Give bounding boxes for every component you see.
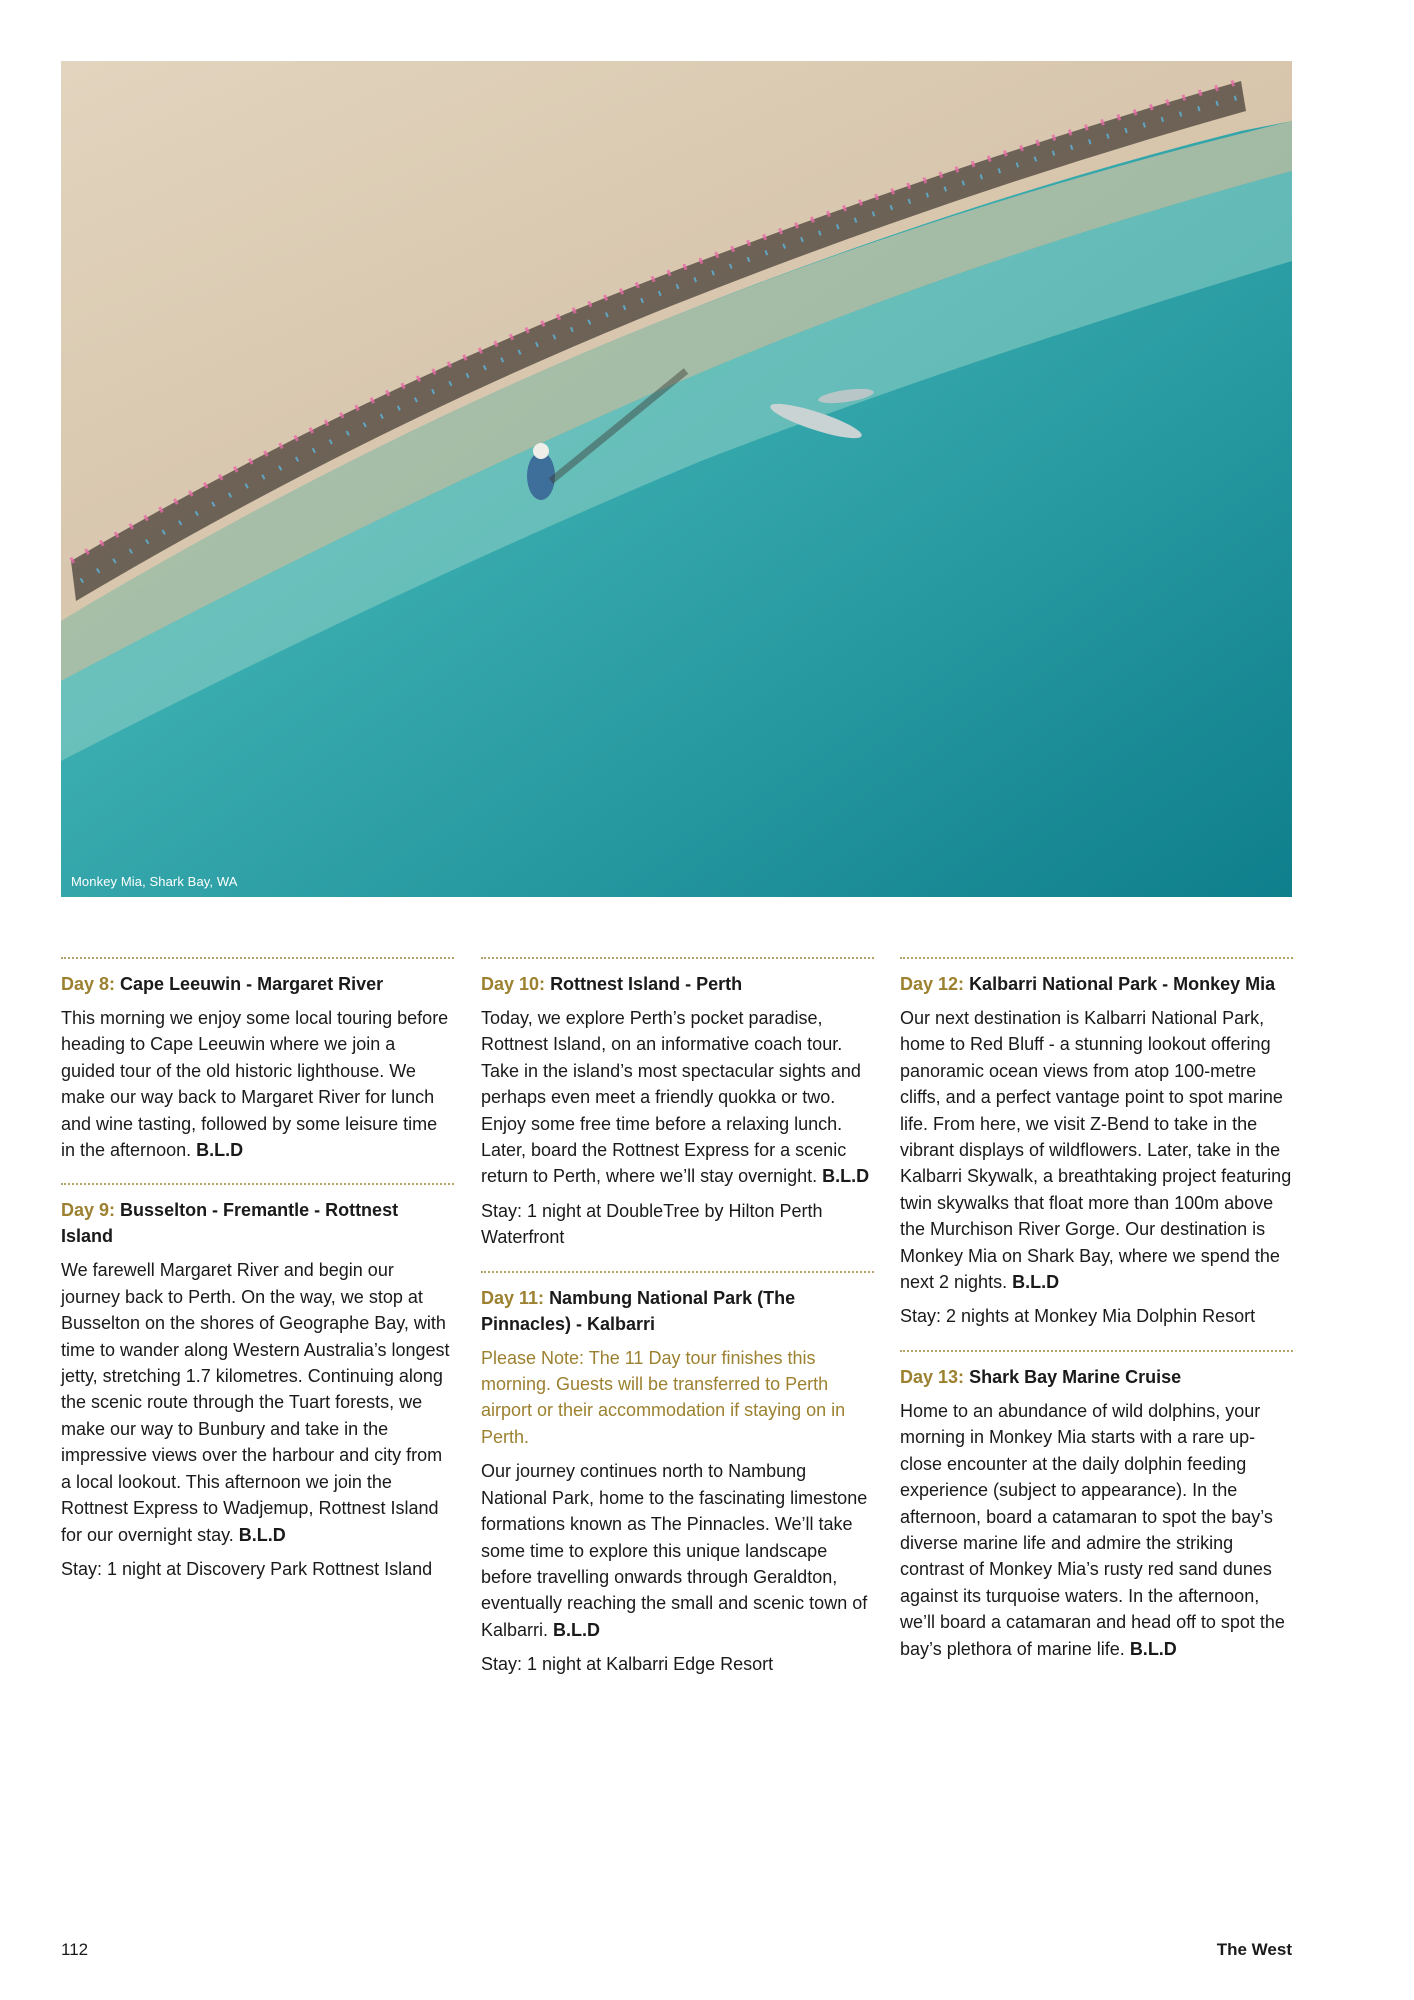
ranger-figure (527, 452, 555, 500)
day-10-stay: Stay: 1 night at DoubleTree by Hilton Perth Waterfront (481, 1200, 823, 1248)
day-12-section (900, 957, 1293, 1330)
day-title: Shark Bay Marine Cruise (969, 1366, 1182, 1387)
body-text: Our next destination is Kalbarri National Park, home to Red Bluff - a stunning lookout offering panoramic ocean views from atop 100-metre cliffs, and a perfect vantage point to spot marine life. From here, we visit Z-Bend to take in the vibrant displays of wildflowers. Later, take in the Kalbarri Skywalk, a breathtaking project featuring twin skywalks that float more than 100m above the Murchison River Gorge. Our destination is Monkey Mia on Shark Bay, where we spend the next 2 nights. (900, 1008, 1292, 1293)
column-3 (900, 957, 1293, 1682)
day-13-heading (900, 1364, 1293, 1390)
day-11-stay: Stay: 1 night at Kalbarri Edge Resort (481, 1654, 774, 1675)
day-label: Day 11: (481, 1287, 545, 1308)
day-11-body (481, 1458, 874, 1643)
day-9-heading (61, 1197, 454, 1249)
day-13-section (900, 1350, 1293, 1662)
day-8-heading (61, 971, 454, 997)
day-label: Day 9: (61, 1200, 116, 1221)
body-text: This morning we enjoy some local touring before heading to Cape Leeuwin where we join a guided tour of the old historic lighthouse. We make our way back to Margaret River for lunch and wine tasting, followed by some leisure time in the afternoon. (61, 1008, 449, 1161)
day-9-stay: Stay: 1 night at Discovery Park Rottnest Island (61, 1558, 433, 1579)
meals-code: B.L.D (822, 1166, 870, 1187)
day-title: Cape Leeuwin - Margaret River (120, 974, 384, 994)
hero-photo (61, 61, 1292, 897)
day-label: Day 13: (900, 1366, 965, 1387)
page-number: 112 (61, 1940, 89, 1959)
meals-code: B.L.D (238, 1524, 286, 1545)
day-title: Kalbarri National Park - Monkey Mia (969, 974, 1276, 994)
day-title: Rottnest Island - Perth (550, 974, 743, 994)
day-8-section (61, 957, 454, 1163)
day-9-body (61, 1257, 454, 1547)
day-title: Busselton - Fremantle - Rottnest Island (61, 1200, 399, 1247)
day-10-body (481, 1005, 874, 1190)
day-label: Day 8: (61, 974, 116, 994)
day-10-heading (481, 971, 874, 997)
ranger-hat (533, 443, 549, 459)
column-2 (481, 957, 874, 1698)
day-10-section (481, 957, 874, 1251)
meals-code: B.L.D (1012, 1272, 1060, 1293)
day-title: Nambung National Park (The Pinnacles) - Kalbarri (481, 1287, 796, 1334)
day-11-note: Please Note: The 11 Day tour finishes this morning. Guests will be transferred to Perth airport or their accommodation if staying on in Perth. (481, 1347, 846, 1447)
meals-code: B.L.D (1129, 1638, 1177, 1659)
column-1 (61, 957, 454, 1602)
day-label: Day 12: (900, 974, 965, 994)
section-title: The West (1216, 1940, 1292, 1959)
day-11-heading (481, 1285, 874, 1337)
day-12-body (900, 1005, 1293, 1295)
body-text: Home to an abundance of wild dolphins, your morning in Monkey Mia starts with a rare up-close encounter at the daily dolphin feeding experience (subject to appearance). In the afternoon, board a catamaran to spot the bay’s diverse marine life and admire the striking contrast of Monkey Mia’s rusty red sand dunes against its turquoise waters. In the afternoon, we’ll board a catamaran and head off to spot the bay’s plethora of marine life. (900, 1400, 1285, 1659)
body-text: Our journey continues north to Nambung National Park, home to the fascinating limestone formations known as The Pinnacles. We’ll take some time to explore this unique landscape before travelling onwards through Geraldton, eventually reaching the small and scenic town of Kalbarri. (481, 1461, 868, 1640)
meals-code: B.L.D (196, 1140, 244, 1161)
beach-aerial-illustration (61, 61, 1292, 897)
photo-caption: Monkey Mia, Shark Bay, WA (71, 874, 238, 889)
meals-code: B.L.D (553, 1619, 601, 1640)
day-8-body (61, 1005, 454, 1163)
day-13-body (900, 1398, 1293, 1662)
day-12-stay: Stay: 2 nights at Monkey Mia Dolphin Resort (900, 1306, 1256, 1327)
day-label: Day 10: (481, 974, 546, 994)
day-9-section (61, 1183, 454, 1582)
day-12-heading (900, 971, 1293, 997)
body-text: We farewell Margaret River and begin our journey back to Perth. On the way, we stop at Busselton on the shores of Geographe Bay, with time to wander along Western Australia’s longest jetty, stretching 1.7 kilometres. Continuing along the scenic route through the Tuart forests, we make our way to Bunbury and take in the impressive views over the harbour and city from a local lookout. This afternoon we join the Rottnest Express to Wadjemup, Rottnest Island for our overnight stay. (61, 1260, 450, 1545)
day-11-section (481, 1271, 874, 1678)
body-text: Today, we explore Perth’s pocket paradise, Rottnest Island, on an informative coach tour. Take in the island’s most spectacular sights and perhaps even meet a friendly quokka or two. Enjoy some free time before a relaxing lunch. Later, board the Rottnest Express for a scenic return to Perth, where we’ll stay overnight. (481, 1008, 861, 1187)
